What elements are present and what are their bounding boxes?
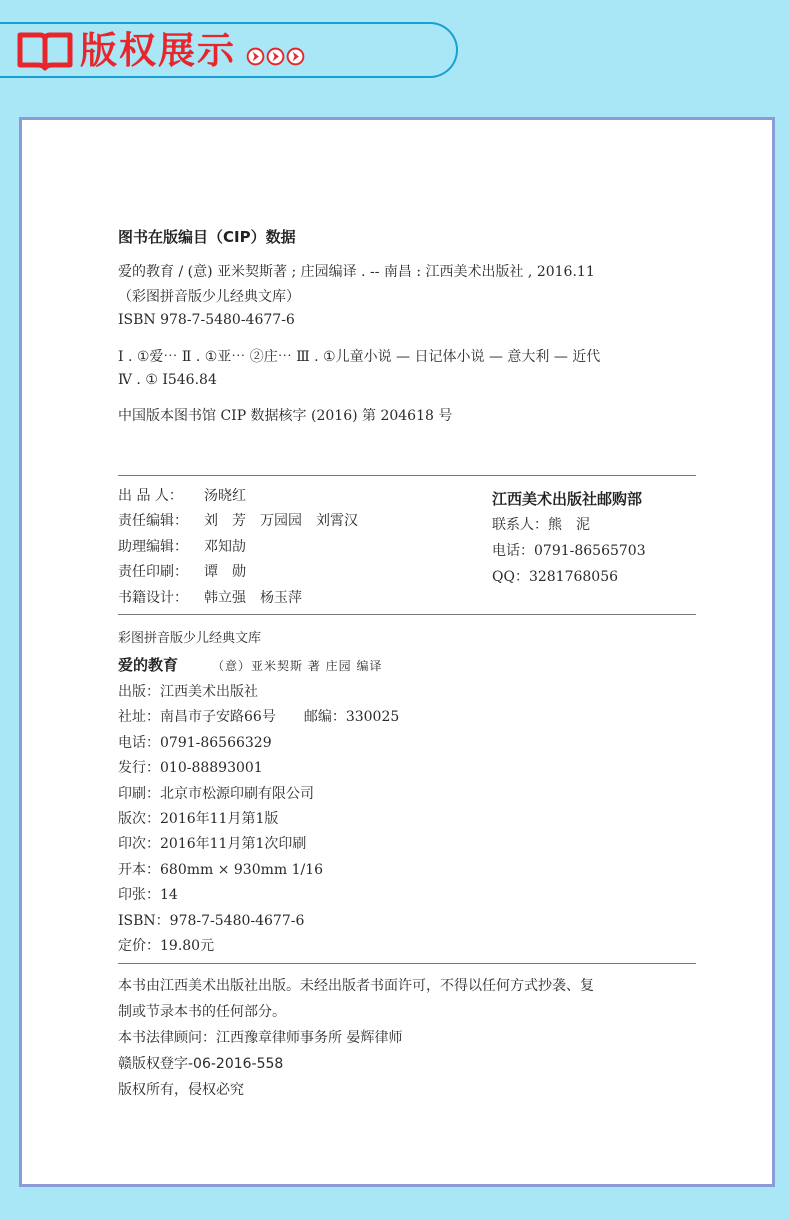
detail-row: 印刷：北京市松源印刷有限公司	[118, 785, 314, 802]
staff-row	[118, 535, 358, 560]
staff-row	[118, 509, 358, 534]
detail-row: 电话：0791-86566329	[118, 734, 272, 751]
detail-row: 印次：2016年11月第1次印刷	[118, 836, 307, 853]
staff-label: 责任编辑：	[118, 513, 188, 530]
cip-line: 爱的教育 / (意) 亚米契斯著 ; 庄园编译 . -- 南昌 : 江西美术出版社 , 2016.11	[118, 264, 595, 280]
series-name: 彩图拼音版少儿经典文库	[118, 631, 262, 646]
staff-label: 出 品 人：	[118, 488, 183, 504]
divider	[118, 963, 696, 964]
copyright-page	[19, 117, 775, 1187]
mail-order-box	[492, 486, 646, 590]
divider	[118, 614, 696, 615]
legal-line: 本书法律顾问：江西豫章律师事务所 晏辉律师	[118, 1030, 403, 1046]
staff-label: 助理编辑：	[118, 538, 188, 555]
staff-row	[118, 560, 358, 585]
staff-value: 汤晓红	[204, 488, 246, 504]
cip-line: Ⅳ . ① I546.84	[118, 372, 217, 388]
banner-content	[16, 31, 306, 71]
chevron-right-circle-icon	[266, 47, 285, 66]
cip-line: （彩图拼音版少儿经典文库）	[118, 289, 300, 305]
staff-row	[118, 586, 358, 611]
detail-row: ISBN：978-7-5480-4677-6	[118, 912, 305, 929]
detail-row: 开本：680mm × 930mm 1/16	[118, 861, 324, 878]
chevron-right-circle-icon	[286, 47, 305, 66]
detail-row: 印张：14	[118, 887, 178, 904]
staff-label: 责任印刷：	[118, 564, 188, 581]
staff-label: 书籍设计：	[118, 589, 188, 606]
detail-row: 定价：19.80元	[118, 938, 215, 955]
detail-row: 出版：江西美术出版社	[118, 684, 258, 700]
staff-value: 邓知劼	[204, 538, 246, 555]
publication-details	[118, 680, 399, 959]
detail-row: 社址：南昌市子安路66号 邮编：330025	[118, 709, 400, 726]
cip-line: 中国版本图书馆 CIP 数据核字 (2016) 第 204618 号	[118, 408, 453, 424]
legal-line: 本书由江西美术出版社出版。未经出版者书面许可，不得以任何方式抄袭、复	[118, 978, 594, 994]
cip-heading: 图书在版编目（CIP）数据	[118, 228, 296, 246]
mail-phone: 电话：0791-86565703	[492, 543, 646, 559]
detail-row: 版次：2016年11月第1版	[118, 811, 279, 828]
cip-line: Ⅰ . ①爱⋯ Ⅱ . ①亚⋯ ②庄⋯ Ⅲ . ①儿童小说 — 日记体小说 — 意大利 — 近代	[118, 349, 601, 365]
staff-value: 谭 勋	[204, 564, 246, 581]
mail-contact: 联系人：熊 泥	[492, 517, 590, 533]
legal-line: 版权所有，侵权必究	[118, 1082, 244, 1098]
legal-line: 制或节录本书的任何部分。	[118, 1004, 286, 1020]
staff-value: 韩立强 杨玉萍	[204, 589, 302, 606]
banner-title: 版权展示	[80, 29, 236, 72]
cip-line: ISBN 978-7-5480-4677-6	[118, 312, 295, 328]
detail-row: 发行：010-88893001	[118, 760, 263, 777]
mail-qq: QQ：3281768056	[492, 569, 619, 585]
book-title: 爱的教育	[118, 656, 179, 674]
chevron-right-circle-icon	[246, 47, 265, 66]
mail-order-title: 江西美术出版社邮购部	[492, 490, 643, 508]
staff-list	[118, 484, 358, 611]
open-book-icon	[16, 31, 74, 71]
staff-value: 刘 芳 万园园 刘霄汉	[204, 513, 358, 530]
legal-notice	[118, 973, 700, 1103]
staff-row	[118, 484, 358, 509]
section-banner	[0, 22, 458, 78]
book-authors: （意）亚米契斯 著 庄园 编译	[212, 659, 383, 673]
divider	[118, 475, 696, 476]
arrow-group	[246, 47, 306, 66]
legal-line: 赣版权登字-06-2016-558	[118, 1056, 284, 1072]
book-title-row	[118, 654, 382, 675]
